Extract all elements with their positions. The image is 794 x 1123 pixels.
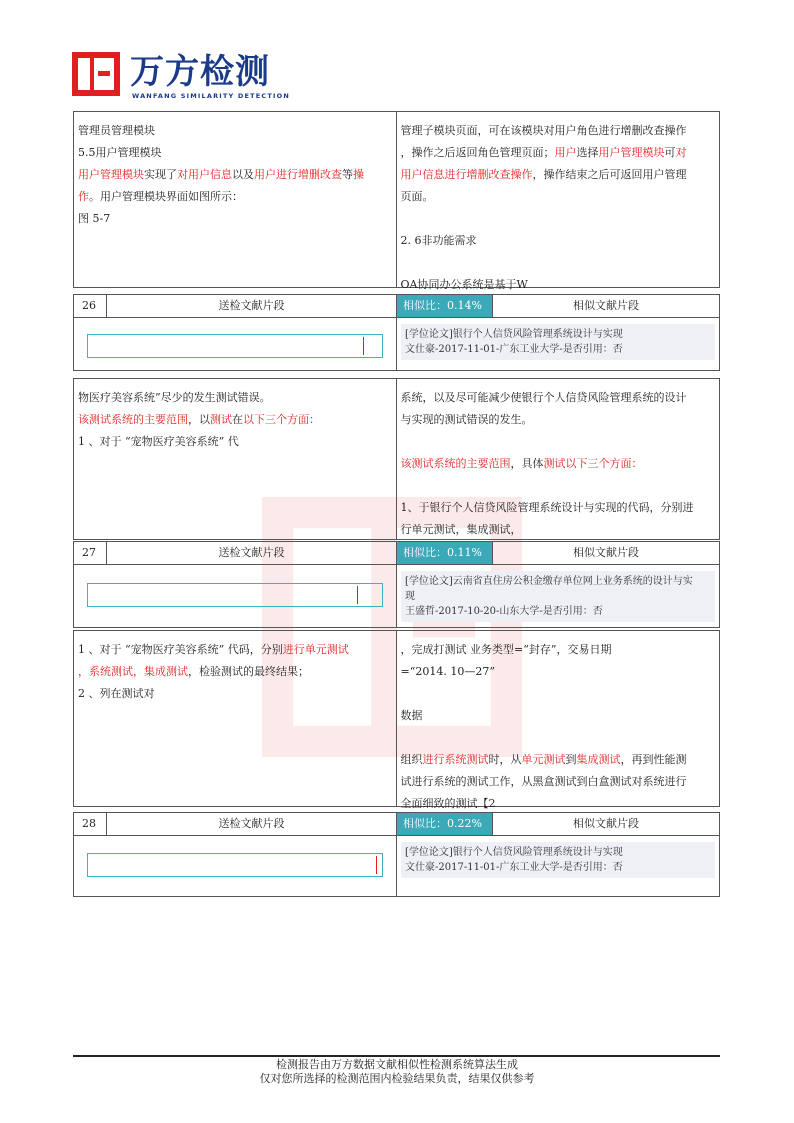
plain-text: 系统，以及尽可能减少使银行个人信贷风险管理系统的设计 [400, 391, 687, 404]
text-line [401, 409, 716, 431]
plain-text: 与实现的测试错误的发生。 [400, 413, 533, 426]
similar-fragment-label: 相似文献片段 [573, 546, 639, 559]
wanfang-logo-icon [72, 52, 120, 96]
text-line [401, 497, 716, 519]
plain-text: 管理员管理模块 [78, 124, 155, 137]
matched-text: 用户 [554, 146, 577, 159]
text-line [401, 252, 716, 274]
similarity-badge: 相似比：0.11% [397, 542, 493, 564]
entry-source-row-26 [73, 318, 720, 371]
plain-text: 在 [232, 413, 243, 426]
plain-text: 选择 [576, 146, 599, 159]
matched-text: 以下三个方面： [565, 457, 643, 470]
footer-line-1: 检测报告由万方数据文献相似性检测系统算法生成 [276, 1058, 518, 1071]
text-line [78, 683, 392, 705]
text-line [401, 230, 716, 252]
plain-text: ，完成打测试 业务类型=“封存”，交易日期 [400, 643, 612, 656]
text-line [401, 453, 716, 475]
entry-source-row-28 [73, 836, 720, 897]
text-line [401, 208, 716, 230]
text-line [78, 142, 392, 164]
text-line [78, 120, 392, 142]
plain-text: 物医疗美容系统”尽少的发生测试错误。 [78, 391, 271, 404]
source-fragment-label: 送检文献片段 [107, 813, 397, 835]
source-fragment-label: 送检文献片段 [107, 542, 397, 564]
plain-text: ，操作结束之后可返回用户管理 [532, 168, 687, 181]
matched-text: 对 [675, 146, 687, 159]
entry-header-26 [73, 294, 720, 318]
text-line [78, 661, 392, 683]
text-line [78, 164, 392, 186]
matched-text: 测试 [210, 413, 232, 426]
text-line [401, 727, 716, 749]
text-line [78, 409, 392, 431]
entry-number: 28 [74, 813, 107, 835]
matched-text: 用户进行增删改查 [254, 168, 342, 181]
plain-text: 等 [342, 168, 353, 181]
similarity-badge: 相似比：0.22% [397, 813, 493, 835]
similar-source-info[interactable]: [学位论文]银行个人信贷风险管理系统设计与实现 文仕豪-2017-11-01-广东工业大学-是否引用：否 [401, 324, 715, 360]
source-text-cell [74, 379, 397, 539]
matched-text: 对用户信息 [177, 168, 232, 181]
text-line [401, 661, 716, 683]
plain-text: 1、于银行个人信贷风险管理系统设计与实现的代码，分别进 [400, 501, 694, 514]
similarity-marker [357, 586, 358, 604]
entry-number: 27 [74, 542, 107, 564]
footer-divider [73, 1055, 720, 1057]
matched-text: 作 [78, 190, 89, 203]
source-text-cell [74, 112, 397, 287]
matched-text: 用户管理模块 [78, 168, 144, 181]
text-line [78, 208, 392, 230]
matched-text: 操 [353, 168, 364, 181]
text-line [401, 519, 716, 541]
similarity-marker [376, 856, 377, 874]
entry-header-27 [73, 541, 720, 565]
text-row-top [73, 111, 720, 291]
similarity-marker [363, 337, 364, 355]
plain-text: 页面。 [400, 190, 434, 203]
plain-text: ，以 [188, 413, 210, 426]
plain-text: 以及 [232, 168, 254, 181]
plain-text: 到 [565, 753, 577, 766]
similar-fragment-label: 相似文献片段 [573, 299, 639, 312]
text-line [401, 120, 716, 142]
text-line [401, 274, 716, 296]
similar-text-cell [397, 379, 720, 539]
matched-text: 进行单元测试 [282, 643, 349, 656]
plain-text: 2. 6非功能需求 [400, 234, 477, 247]
plain-text: 实现了 [144, 168, 177, 181]
plain-text: 时，从 [488, 753, 522, 766]
text-line [78, 186, 392, 208]
similar-source-info[interactable]: [学位论文]云南省直住房公积金缴存单位网上业务系统的设计与实 现 王盛哲-2017-10-20-山东大学-是否引用：否 [401, 571, 715, 622]
plain-text: 1 、对于 “宠物医疗美容系统” 代 [78, 435, 239, 448]
text-line [401, 431, 716, 453]
plain-text: =“2014. 10—27” [400, 665, 495, 678]
similar-text-cell [397, 631, 720, 810]
source-fragment-label: 送检文献片段 [107, 295, 397, 317]
brand-logo [72, 52, 302, 102]
plain-text: 试进行系统的测试工作，从黑盒测试到白盒测试对系统进行 [400, 775, 687, 788]
entry-header-28 [73, 812, 720, 836]
similarity-position-bar [87, 853, 383, 877]
text-line [401, 142, 716, 164]
similarity-position-bar [87, 583, 383, 607]
text-line [401, 186, 716, 208]
matched-text: ，系统测试，集成测试 [78, 665, 188, 678]
similarity-badge: 相似比：0.14% [397, 295, 493, 317]
text-line [401, 164, 716, 186]
similarity-position-bar [87, 334, 383, 358]
plain-text: 行单元测试，集成测试， [400, 523, 522, 536]
matched-text: 集成测试 [576, 753, 621, 766]
text-row-26 [73, 378, 720, 540]
matched-text: 进行系统测试 [422, 753, 489, 766]
footer-line-2: 仅对您所选择的检测范围内检验结果负责，结果仅供参考 [259, 1072, 535, 1085]
plain-text: ，具体 [510, 457, 544, 470]
text-line [401, 639, 716, 661]
plain-text: OA协同办公系统是基于W [400, 278, 528, 291]
footer [0, 1058, 794, 1086]
source-text-cell [74, 631, 397, 806]
brand-name-cn: 万方检测 [130, 52, 270, 92]
text-line [401, 683, 716, 705]
plain-text: 2 、列在测试对 [78, 687, 155, 700]
matched-text: 用户管理模块 [598, 146, 665, 159]
entry-number: 26 [74, 295, 107, 317]
text-line [401, 705, 716, 727]
plain-text: 数据 [400, 709, 423, 722]
plain-text: ，再到性能测 [620, 753, 687, 766]
similar-source-info[interactable]: [学位论文]银行个人信贷风险管理系统设计与实现 文仕豪-2017-11-01-广东工业大学-是否引用：否 [401, 842, 715, 878]
text-line [401, 387, 716, 409]
plain-text: 管理子模块页面，可在该模块对用户角色进行增删改查操作 [400, 124, 687, 137]
entry-source-row-27 [73, 565, 720, 628]
brand-name-en: WANFANG SIMILARITY DETECTION [132, 92, 290, 100]
plain-text: 5.5用户管理模块 [78, 146, 162, 159]
text-line [78, 387, 392, 409]
text-line [401, 749, 716, 771]
plain-text: 。用户管理模块界面如图所示： [89, 190, 243, 203]
plain-text: 全面细致的测试【2 [400, 797, 496, 810]
text-line [78, 431, 392, 453]
plain-text: 1 、对于 “宠物医疗美容系统” 代码，分别 [78, 643, 283, 656]
plain-text: 图 5-7 [78, 212, 111, 225]
plain-text: ，检验测试的最终结果； [188, 665, 309, 678]
text-line [401, 771, 716, 793]
matched-text: 该测试系统的主要范围 [400, 457, 511, 470]
plain-text: 可 [664, 146, 676, 159]
matched-text: 该测试系统的主要范围 [78, 413, 188, 426]
text-line [78, 639, 392, 661]
plain-text: 组织 [400, 753, 423, 766]
text-row-27 [73, 630, 720, 810]
similar-fragment-label: 相似文献片段 [573, 817, 639, 830]
matched-text: 以下三个方面： [243, 413, 320, 426]
matched-text: 单元测试 [521, 753, 566, 766]
plain-text: ，操作之后返回角色管理页面； [400, 146, 555, 159]
similar-text-cell [397, 112, 720, 291]
matched-text: 测试 [543, 457, 566, 470]
text-line [401, 475, 716, 497]
matched-text: 用户信息进行增删改查操作 [400, 168, 533, 181]
